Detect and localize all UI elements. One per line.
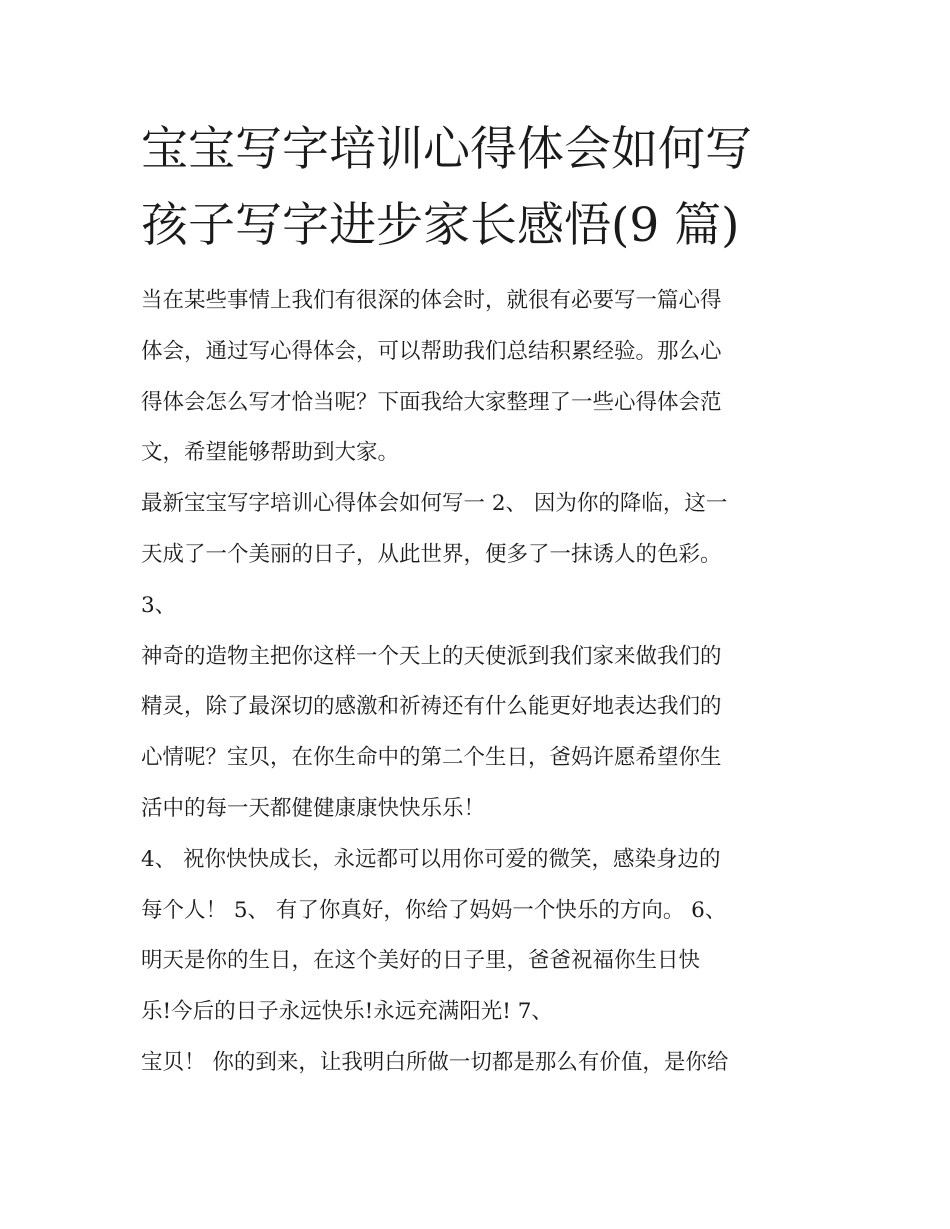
paragraph-wishes-1: [141, 479, 813, 631]
body-line: 当在某些事情上我们有很深的体会时，就很有必要写一篇心得: [141, 288, 722, 313]
body-line: 神奇的造物主把你这样一个天上的天使派到我们家来做我们的: [141, 643, 722, 669]
paragraph-wishes-3: [141, 835, 813, 1038]
body-line: 天成了一个美丽的日子，从此世界，便多了一抹诱人的色彩。: [141, 541, 722, 567]
body-line: 精灵，除了最深切的感激和祈祷还有什么能更好地表达我们的: [141, 694, 722, 720]
body-line: 得体会怎么写才恰当呢？下面我给大家整理了一些心得体会范: [141, 389, 722, 415]
title-line-1: 宝宝写字培训心得体会如何写: [141, 122, 752, 177]
paragraph-wishes-2: [141, 632, 813, 835]
paragraph-intro: [141, 276, 813, 479]
title-line-2: 孩子写字进步家长感悟(9 篇): [141, 198, 740, 253]
body-line: 3、: [141, 592, 177, 618]
body-line: 明天是你的生日，在这个美好的日子里，爸爸祝福你生日快: [141, 948, 701, 974]
body-line: 4、 祝你快快成长，永远都可以用你可爱的微笑，感染身边的: [141, 846, 721, 872]
body-line: 活中的每一天都健健康康快快乐乐！: [141, 795, 486, 821]
body-line: 心情呢？宝贝，在你生命中的第二个生日，爸妈许愿希望你生: [141, 745, 722, 771]
body-line: 最新宝宝写字培训心得体会如何写一 2、 因为你的降临，这一: [141, 491, 728, 517]
document-title: [141, 112, 821, 264]
body-line: 体会，通过写心得体会，可以帮助我们总结积累经验。那么心: [141, 338, 722, 364]
body-line: 每个人！ 5、 有了你真好，你给了妈妈一个快乐的方向。 6、: [141, 897, 727, 923]
body-line: 文，希望能够帮助到大家。: [141, 440, 400, 466]
document-body: [141, 276, 813, 1089]
body-line: 乐!今后的日子永远快乐!永远充满阳光! 7、: [141, 999, 553, 1025]
body-line: 宝贝！ 你的到来，让我明白所做一切都是那么有价值，是你给: [141, 1049, 729, 1075]
paragraph-wishes-4: [141, 1038, 813, 1089]
